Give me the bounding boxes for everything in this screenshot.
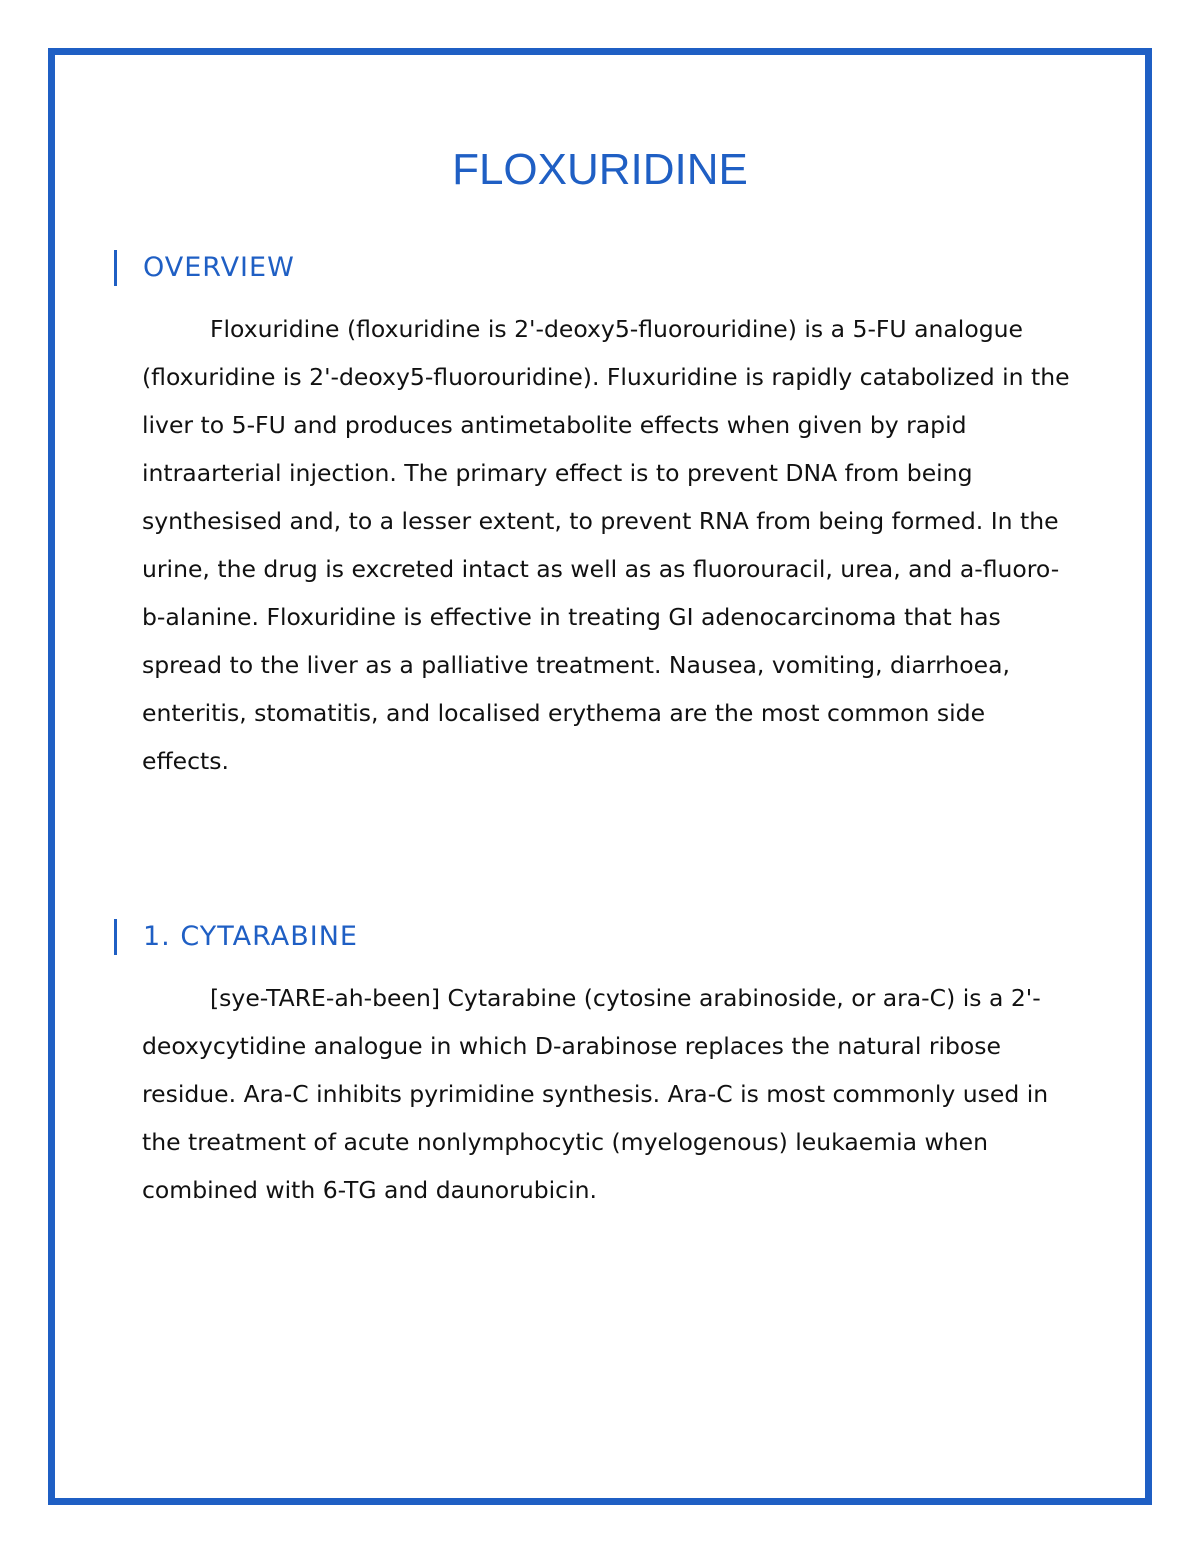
document-title: FLOXURIDINE — [452, 145, 748, 194]
section-body-overview: Floxuridine (floxuridine is 2'-deoxy5-fluorouridine) is a 5-FU analogue (floxuridine is 2'-deoxy5-fluorouridine). Fluxuridine is rapidly catabolized in the liver to 5-FU and produces antimetabolite effects when given by rapid intraarterial injection. The primary effect is to prevent DNA from being synthesised and, to a lesser extent, to prevent RNA from being formed. In the urine, the drug is excreted intact as well as as fluorouracil, urea, and a-fluoro-b-alanine. Floxuridine is effective in treating GI adenocarcinoma that has spread to the liver as a palliative treatment. Nausea, vomiting, diarrhoea, enteritis, stomatitis, and localised erythema are the most common side effects. — [142, 315, 1070, 775]
section-heading-overview: OVERVIEW — [114, 250, 295, 286]
section-body-cytarabine: [sye-TARE-ah-been] Cytarabine (cytosine arabinoside, or ara-C) is a 2'-deoxycytidine analogue in which D-arabinose replaces the natural ribose residue. Ara-C inhibits pyrimidine synthesis. Ara-C is most commonly used in the treatment of acute nonlymphocytic (myelogenous) leukaemia when combined with 6-TG and daunorubicin. — [142, 984, 1049, 1204]
section-heading-cytarabine: 1. CYTARABINE — [114, 919, 358, 955]
